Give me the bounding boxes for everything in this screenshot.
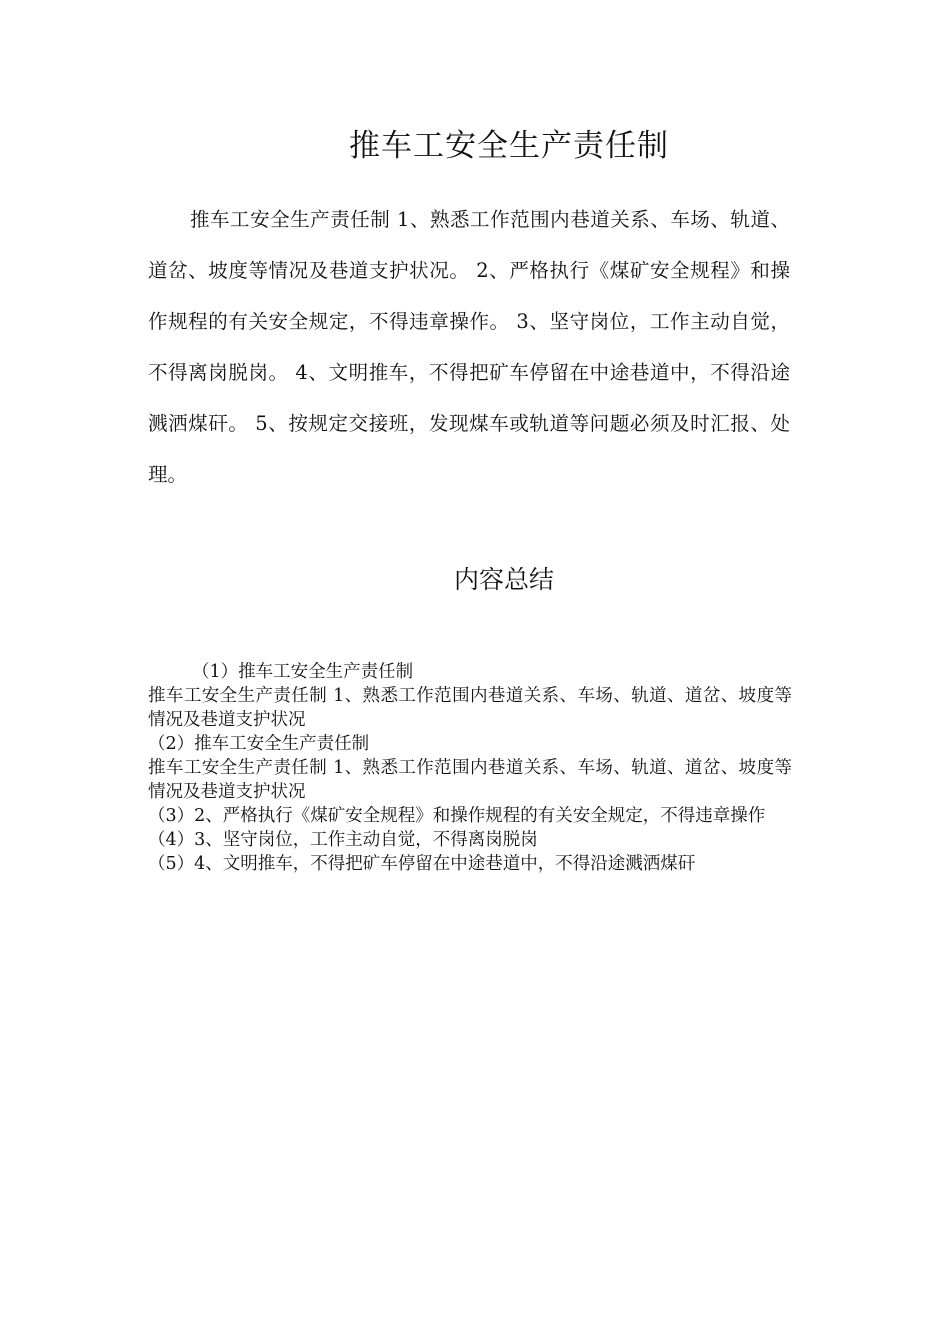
summary-item: （3）2、严格执行《煤矿安全规程》和操作规程的有关安全规定，不得违章操作 — [148, 806, 766, 826]
summary-item: （4）3、坚守岗位，工作主动自觉，不得离岗脱岗 — [148, 830, 538, 850]
document-title: 推车工安全生产责任制 — [349, 128, 669, 164]
summary-item: （5）4、文明推车，不得把矿车停留在中途巷道中，不得沿途溅洒煤矸 — [148, 854, 696, 874]
document-body: 推车工安全生产责任制 1、熟悉工作范围内巷道关系、车场、轨道、道岔、坡度等情况及巷道支护状况。 2、严格执行《煤矿安全规程》和操作规程的有关安全规定，不得违章操作。 3、坚守岗位，工作主动自觉，不得离岗脱岗。 4、文明推车，不得把矿车停留在中途巷道中，不得沿途溅洒煤矸。 5、按规定交接班，发现煤车或轨道等问题必须及时汇报、处理。 — [148, 208, 790, 486]
summary-item: 推车工安全生产责任制 1、熟悉工作范围内巷道关系、车场、轨道、道岔、坡度等情况及巷道支护状况 — [148, 686, 792, 730]
summary-title: 内容总结 — [453, 565, 554, 594]
summary-item: （2）推车工安全生产责任制 — [148, 734, 370, 754]
summary-item: （1）推车工安全生产责任制 — [192, 662, 414, 682]
summary-list — [148, 660, 792, 876]
summary-item: 推车工安全生产责任制 1、熟悉工作范围内巷道关系、车场、轨道、道岔、坡度等情况及巷道支护状况 — [148, 758, 792, 802]
